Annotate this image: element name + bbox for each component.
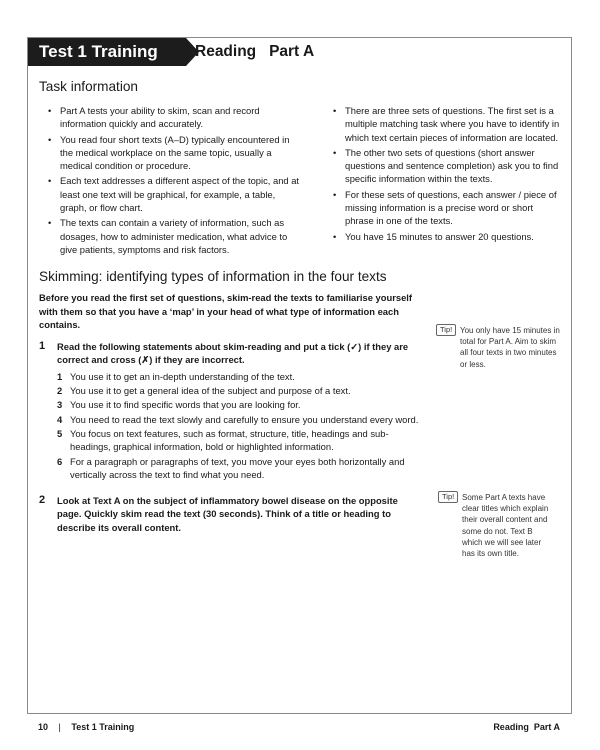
statement-item: 4 You need to read the text slowly and carefully to ensure you understand every word. [57,413,419,425]
skimming-intro: Before you read the first set of questions, skim-read the texts to familiarise yourself with them so that you have a ‘map’ in your head of what type of information each contains. [39,292,413,330]
statement-list [57,370,421,481]
statement-item: 3 You use it to find specific words that you are looking for. [57,399,301,411]
bullet-item: • The texts can contain a variety of information, such as dosages, how to administer medication, what advice to give patients, symptoms and risk factors. [39,216,301,256]
statement-item: 5 You focus on text features, such as format, structure, title, headings and sub-headings, graphical information, bold or highlighted information. [57,427,389,453]
bullet-item: • You have 15 minutes to answer 20 questions. [324,230,564,243]
section-title: Reading Part A [195,43,315,60]
footer-right: Reading Part A [493,722,560,732]
footer-label: Test 1 Training [71,722,135,732]
statement-item: 2 You use it to get a general idea of the subject and purpose of a text. [57,385,351,397]
tip-box-1 [436,325,564,370]
page-number: 10 [38,722,49,732]
bullet-item: • For these sets of questions, each answer / piece of missing information is a precise word or short phrase in one of the texts. [324,188,564,228]
right-column [324,104,564,258]
bullet-item: • You read four short texts (A–D) typically encountered in the medical workplace on the same topic, usually a medical condition or procedure. [39,133,301,173]
footer-divider: | [58,722,61,732]
test-label: Test 1 Training [28,38,186,66]
page [27,37,572,714]
bullet-item: • There are three sets of questions. The first set is a multiple matching task where you have to identify in which text certain pieces of information are located. [324,104,564,144]
left-column [39,104,301,258]
question-number: 2 [39,494,46,507]
bullet-item: • The other two sets of questions (short answer questions and sentence completion) ask you to find specific information within the texts. [324,146,564,186]
question-text: Read the following statements about skim-reading and put a tick (✓) if they are correct and cross (✗) if they are incorrect. [57,341,409,366]
question-text: Look at Text A on the subject of inflammatory bowel disease on the opposite page. Quickly skim read the text (30 seconds). Think of a title or heading to describe its overall content. [57,495,398,533]
tip-text: Some Part A texts have clear titles which explain their overall content and some do not. Text B which we will see later has its own title. [462,493,549,559]
question-number: 1 [39,340,46,353]
footer-left [38,722,134,732]
statement-item: 6 For a paragraph or paragraphs of text, you move your eyes both horizontally and vertically across the text to find what you need. [57,455,405,480]
tip-box-2 [438,492,550,559]
statement-item: 1 You use it to get an in-depth understanding of the text. [57,370,295,382]
skimming-heading: Skimming: identifying types of information in the four texts [39,269,387,285]
tip-badge: Tip! [436,324,456,336]
bullet-item: • Each text addresses a different aspect of the topic, and at least one text will be graphical, for example, a table, graph, or flow chart. [39,174,301,214]
task-information-heading: Task information [39,79,138,94]
tip-text: You only have 15 minutes in total for Part A. Aim to skim all four texts in two minutes or less. [460,326,560,369]
content [39,78,564,534]
task-information-columns [39,104,564,258]
tip-badge: Tip! [438,491,458,503]
header [28,38,571,66]
bullet-item: • Part A tests your ability to skim, scan and record information quickly and accurately. [39,104,301,131]
